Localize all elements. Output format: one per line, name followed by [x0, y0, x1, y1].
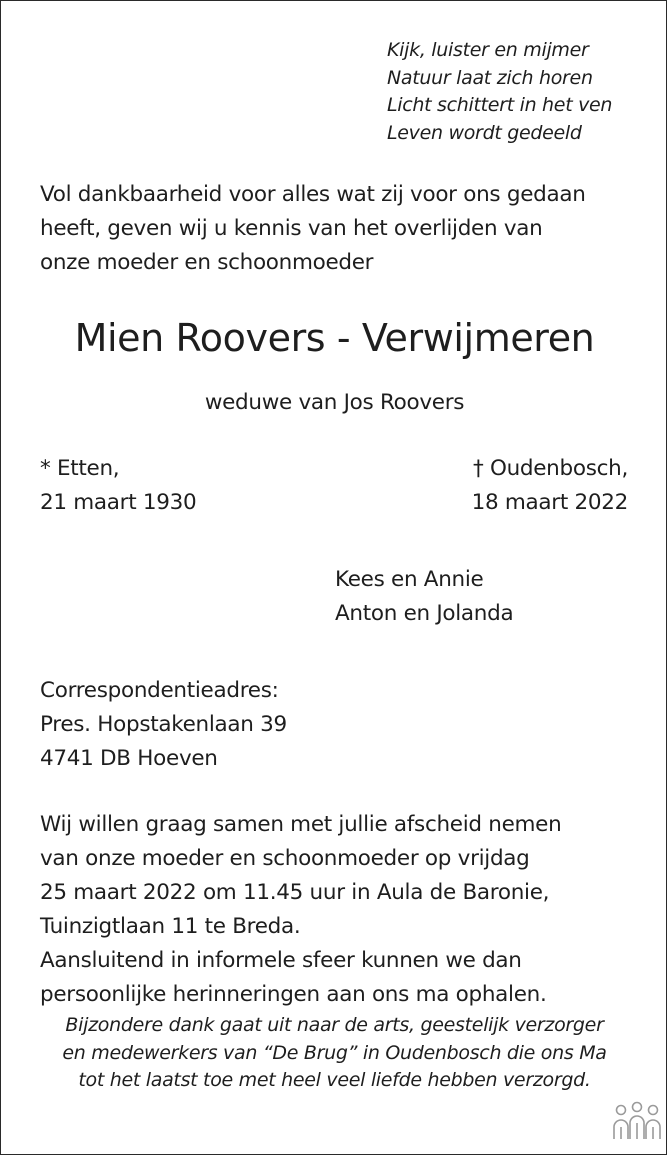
deceased-subtitle: weduwe van Jos Roovers: [204, 390, 465, 415]
thanks-text: [1, 1012, 668, 1095]
birth-place: * Etten,: [40, 456, 120, 481]
farewell-line: Tuinzigtlaan 11 te Breda.: [40, 914, 301, 939]
poem-line: Leven wordt gedeeld: [387, 121, 582, 144]
thanks-line: tot het laatst toe met heel veel liefde hebben verzorgd.: [78, 1069, 591, 1091]
farewell-text: [40, 808, 640, 1012]
family-line: Kees en Annie: [335, 567, 484, 592]
address-line: 4741 DB Hoeven: [40, 746, 218, 771]
farewell-line: van onze moeder en schoonmoeder op vrijdag: [40, 846, 530, 871]
deceased-name: Mien Roovers - Verwijmeren: [74, 316, 595, 360]
poem-line: Natuur laat zich horen: [387, 66, 593, 89]
farewell-line: 25 maart 2022 om 11.45 uur in Aula de Baronie,: [40, 880, 550, 905]
death-info: [472, 452, 628, 520]
correspondence-address: [40, 674, 640, 776]
thanks-line: Bijzondere dank gaat uit naar de arts, geestelijk verzorger: [65, 1014, 604, 1036]
intro-line: onze moeder en schoonmoeder: [40, 250, 374, 275]
death-date: 18 maart 2022: [471, 490, 628, 515]
thanks-line: en medewerkers van “De Brug” in Oudenbosch die ons Ma: [62, 1041, 607, 1064]
intro-line: heeft, geven wij u kennis van het overlijden van: [40, 216, 543, 241]
death-place: † Oudenbosch,: [472, 456, 628, 481]
poem-line: Kijk, luister en mijmer: [387, 39, 589, 61]
address-line: Pres. Hopstakenlaan 39: [40, 712, 287, 737]
birth-date: 21 maart 1930: [40, 490, 197, 515]
birth-info: [40, 452, 196, 520]
poem: [387, 37, 612, 147]
family-line: Anton en Jolanda: [335, 601, 514, 626]
farewell-line: Aansluitend in informele sfeer kunnen we dan: [40, 948, 522, 973]
family-names: [335, 563, 513, 631]
intro-line: Vol dankbaarheid voor alles wat zij voor ons gedaan: [40, 182, 586, 207]
people-group-icon: [611, 1101, 663, 1143]
address-line: Correspondentieadres:: [40, 678, 279, 703]
farewell-line: Wij willen graag samen met jullie afscheid nemen: [40, 812, 562, 837]
farewell-line: persoonlijke herinneringen aan ons ma ophalen.: [40, 982, 547, 1007]
intro-text: [40, 178, 640, 280]
poem-line: Licht schittert in het ven: [387, 94, 613, 116]
